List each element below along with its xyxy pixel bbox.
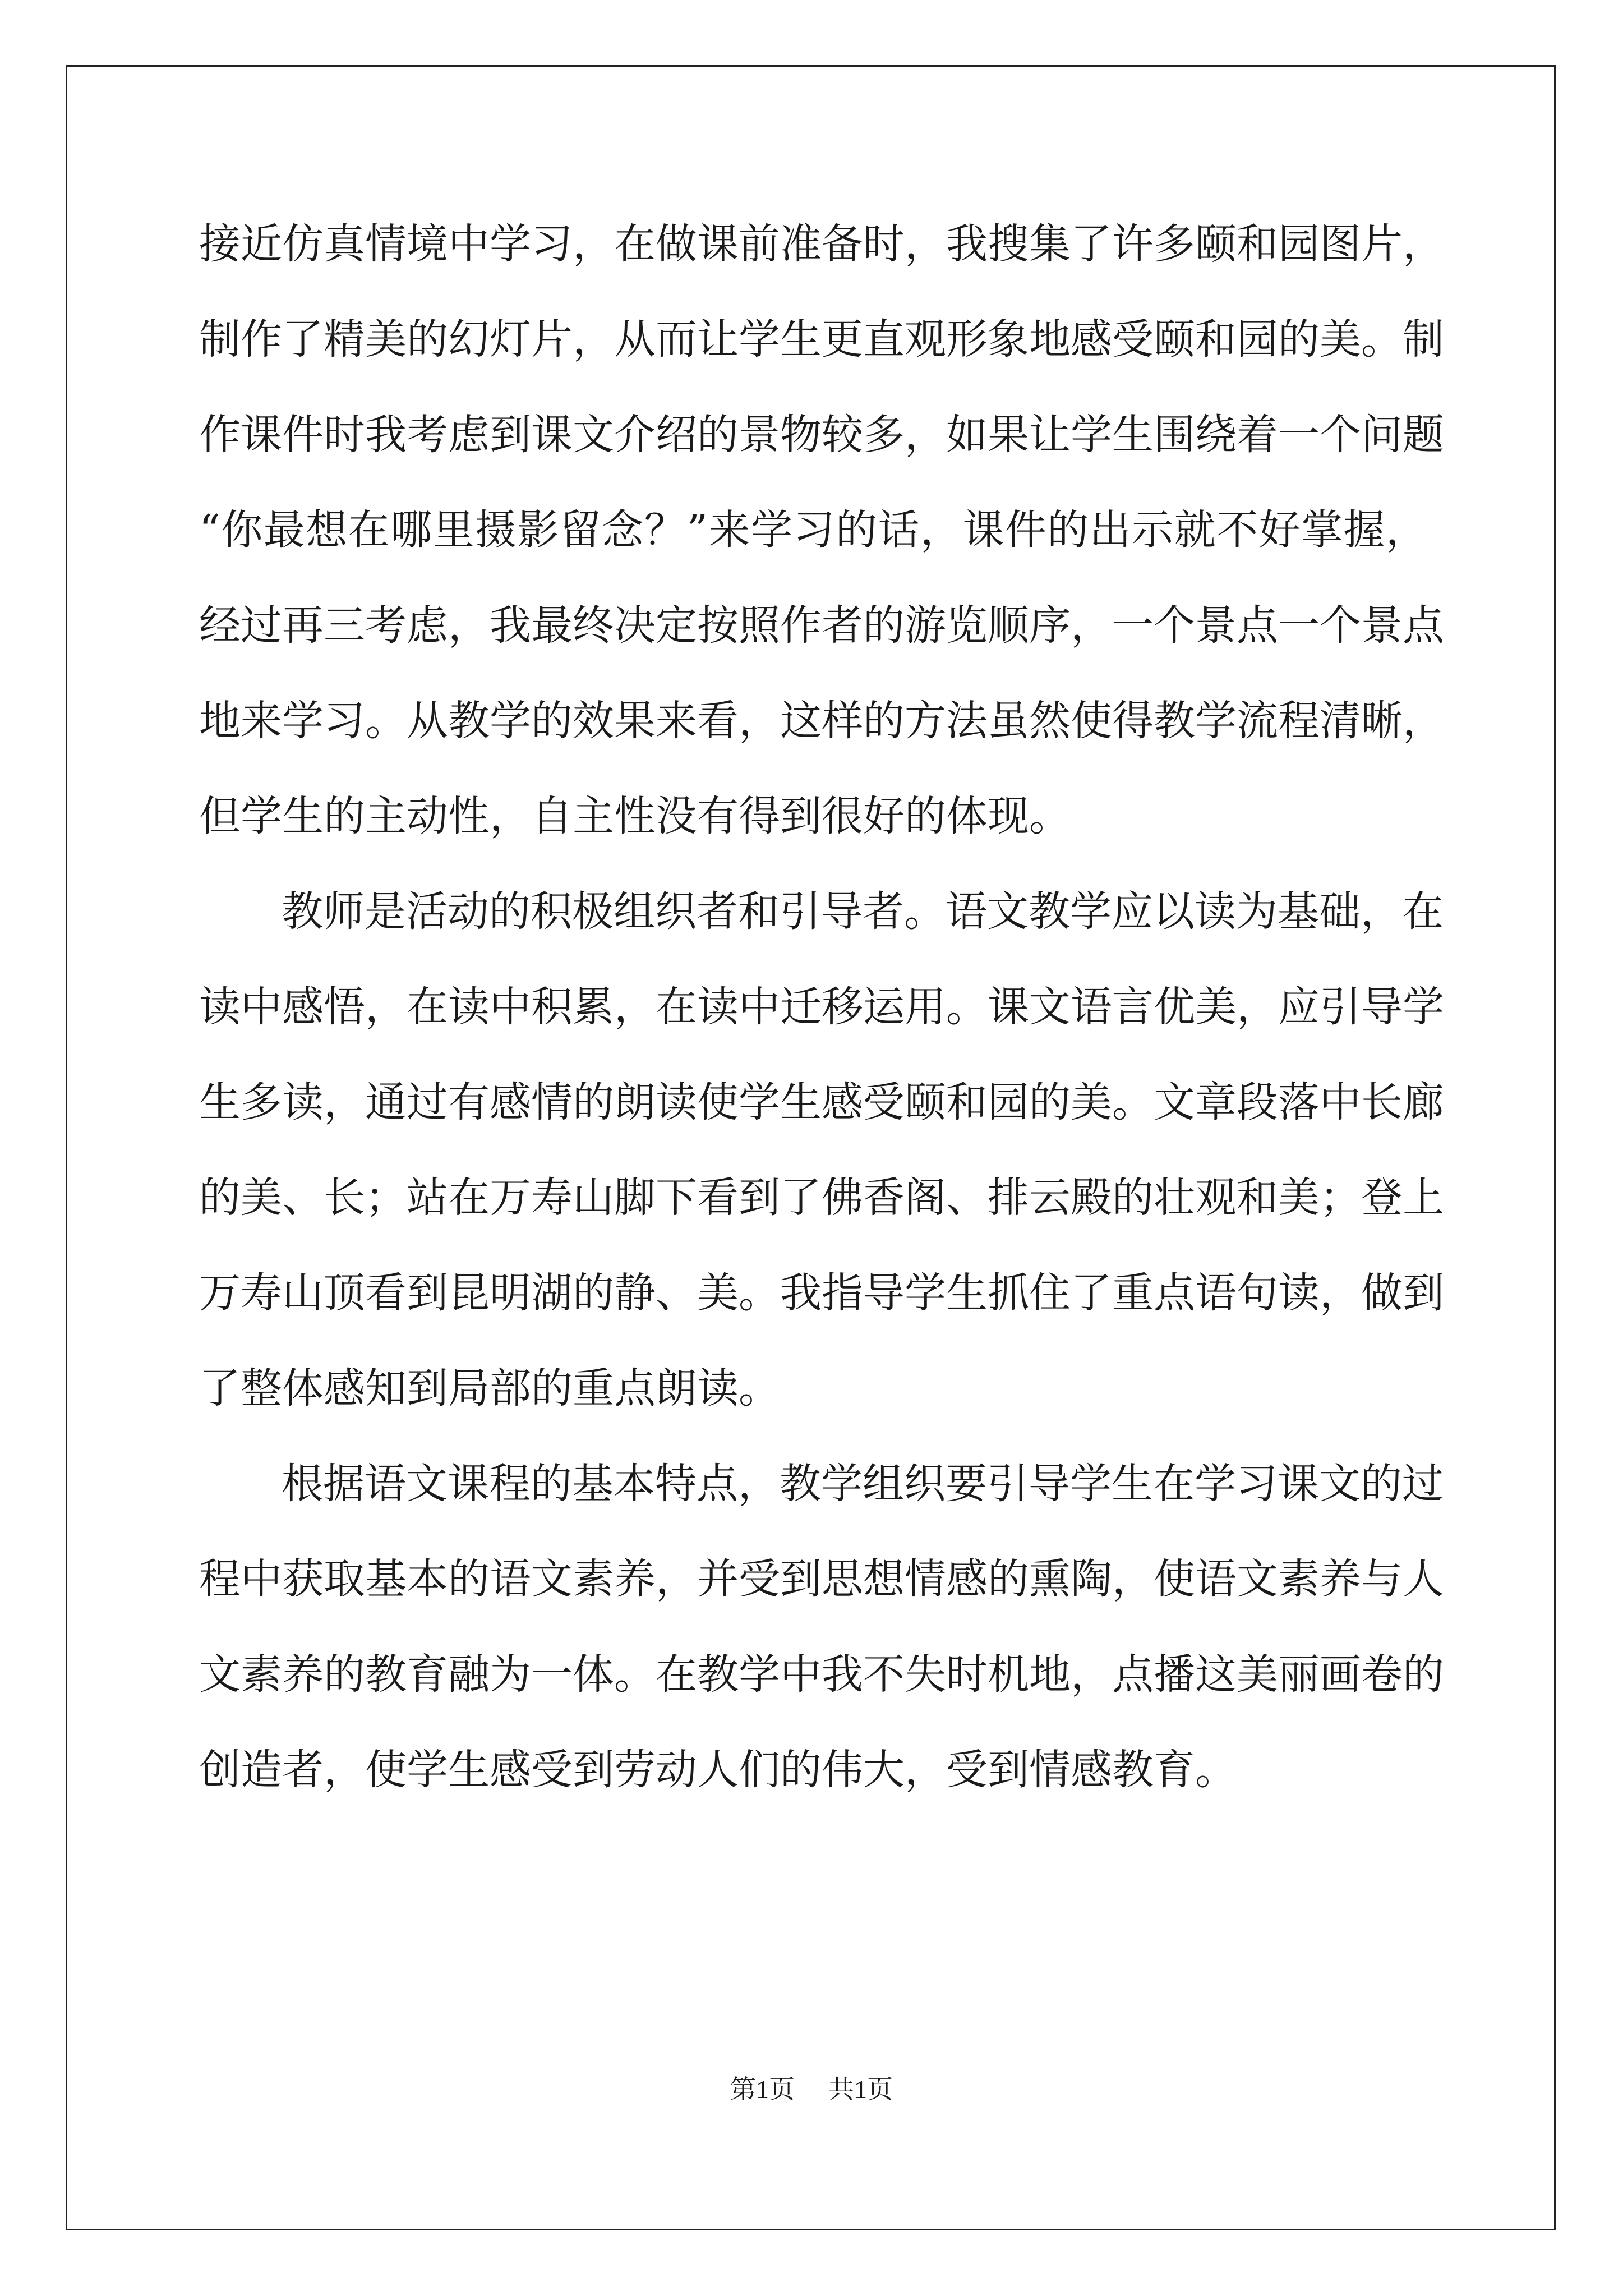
text-line: 程中获取基本的语文素养，并受到思想情感的熏陶，使语文素养与人 [199,1555,1444,1603]
text-line: 经过再三考虑，我最终决定按照作者的游览顺序，一个景点一个景点 [199,601,1444,650]
text-line: 但学生的主动性，自主性没有得到很好的体现。 [199,792,1071,840]
text-line: 生多读，通过有感情的朗读使学生感受颐和园的美。文章段落中长廊 [199,1078,1444,1126]
page-total: 共1页 [828,2075,893,2104]
page-number: 第1页 [730,2075,795,2104]
text-line: 教师是活动的积极组织者和引导者。语文教学应以读为基础，在 [282,887,1444,936]
text-line: 接近仿真情境中学习，在做课前准备时，我搜集了许多颐和园图片， [199,220,1444,268]
text-line: 作课件时我考虑到课文介绍的景物较多，如果让学生围绕着一个问题 [199,411,1444,459]
text-line: “你最想在哪里摄影留念？”来学习的话，课件的出示就不好掌握， [199,506,1427,554]
text-line: 文素养的教育融为一体。在教学中我不失时机地，点播这美丽画卷的 [199,1650,1444,1699]
page-footer [0,2073,1623,2106]
text-line: 的美、长；站在万寿山脚下看到了佛香阁、排云殿的壮观和美；登上 [199,1174,1444,1222]
text-line: 了整体感知到局部的重点朗读。 [199,1364,780,1412]
text-line: 根据语文课程的基本特点，教学组织要引导学生在学习课文的过 [282,1460,1444,1508]
text-line: 地来学习。从教学的效果来看，这样的方法虽然使得教学流程清晰， [199,697,1444,745]
text-line: 制作了精美的幻灯片，从而让学生更直观形象地感受颐和园的美。制 [199,315,1444,364]
text-line: 万寿山顶看到昆明湖的静、美。我指导学生抓住了重点语句读，做到 [199,1269,1444,1317]
page-border [66,65,1556,2230]
text-line: 创造者，使学生感受到劳动人们的伟大，受到情感教育。 [199,1746,1237,1794]
text-line: 读中感悟，在读中积累，在读中迁移运用。课文语言优美，应引导学 [199,983,1444,1031]
